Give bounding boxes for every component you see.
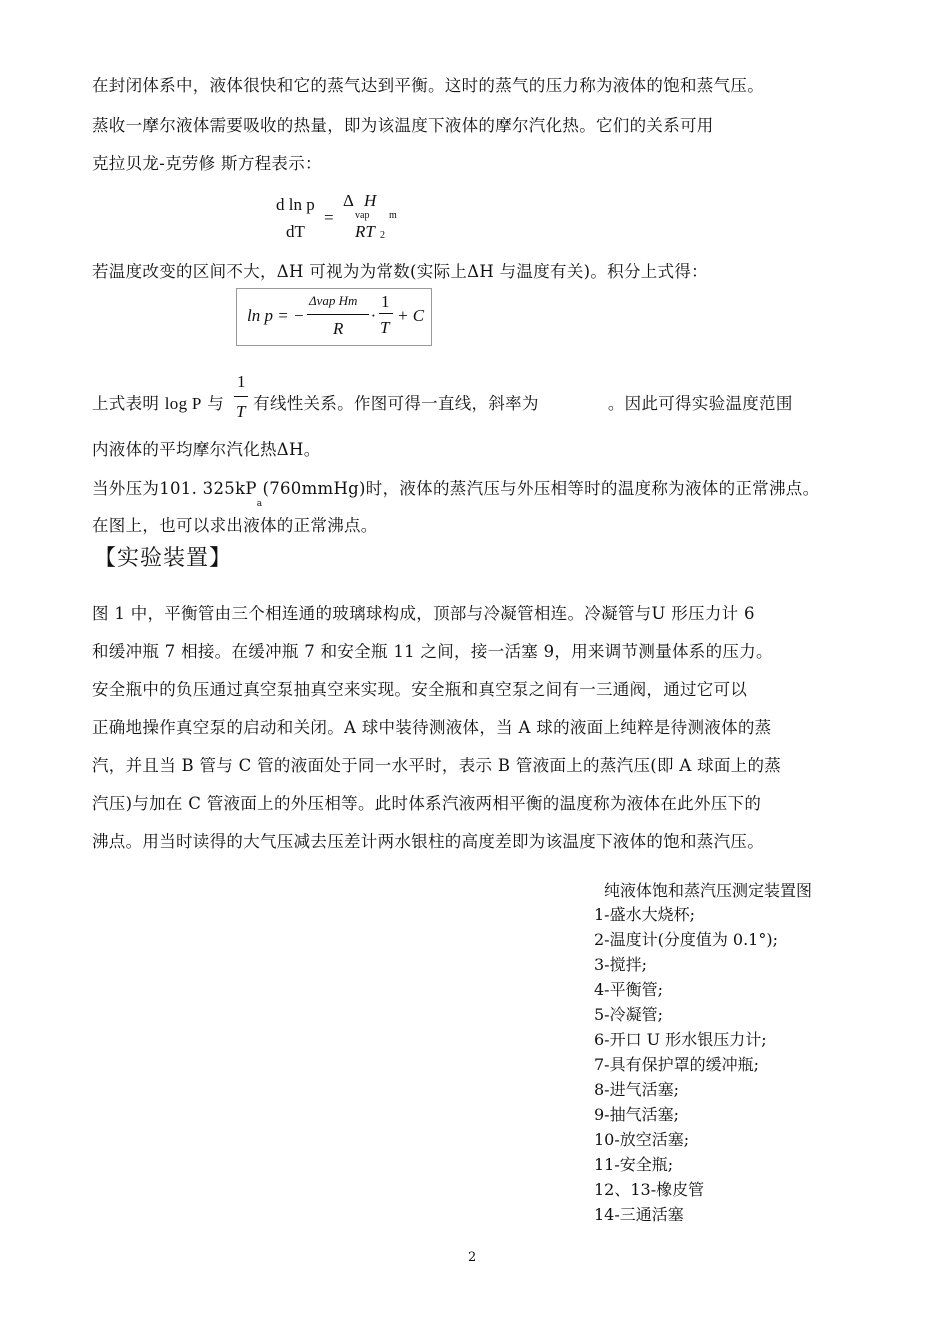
eq1-denominator-left: dT bbox=[286, 222, 305, 241]
legend-item: 10-放空活塞; bbox=[594, 1130, 690, 1149]
apparatus-line-3: 安全瓶中的负压通过真空泵抽真空来实现。安全瓶和真空泵之间有一三通阀，通过它可以 bbox=[92, 680, 748, 699]
eq2-fraction-bar-2 bbox=[379, 313, 393, 314]
eq2-dot: · bbox=[371, 306, 376, 325]
eq2-fraction-bar bbox=[307, 314, 369, 315]
legend-item: 7-具有保护罩的缓冲瓶; bbox=[594, 1055, 759, 1074]
linear-prefix: 上式表明 bbox=[92, 394, 160, 413]
eq2-t: T bbox=[380, 318, 390, 337]
para-temperature: 若温度改变的区间不大，ΔH 可视为为常数(实际上ΔH 与温度有关)。积分上式得： bbox=[92, 262, 708, 281]
apparatus-line-4: 正确地操作真空泵的启动和关闭。A 球中装待测液体，当 A 球的液面上纯粹是待测液体的蒸 bbox=[92, 718, 772, 737]
figure-caption: 纯液体饱和蒸汽压测定装置图 bbox=[604, 881, 813, 900]
boiling-sub-a: a bbox=[256, 499, 263, 509]
eq1-rt: RT bbox=[355, 222, 375, 241]
linear-logp: log P bbox=[164, 394, 202, 413]
apparatus-line-2: 和缓冲瓶 7 相接。在缓冲瓶 7 和安全瓶 11 之间，接一活塞 9，用来调节测量体系的压力。 bbox=[92, 642, 773, 661]
legend-item: 8-进气活塞; bbox=[594, 1080, 679, 1099]
linear-frac-one: 1 bbox=[237, 372, 246, 391]
boiling-line-2: 在图上，也可以求出液体的正常沸点。 bbox=[92, 516, 378, 535]
linear-line-1 bbox=[92, 390, 793, 414]
legend-item: 2-温度计(分度值为 0.1°); bbox=[594, 930, 778, 949]
eq1-equals: = bbox=[324, 208, 334, 227]
legend-item: 1-盛水大烧杯; bbox=[594, 905, 695, 924]
eq2-denominator: R bbox=[333, 319, 344, 338]
apparatus-line-1: 图 1 中，平衡管由三个相连通的玻璃球构成，顶部与冷凝管相连。冷凝管与U 形压力计 6 bbox=[92, 604, 755, 623]
eq2-lhs: ln p = − bbox=[247, 306, 305, 325]
eq2-one: 1 bbox=[381, 292, 390, 311]
apparatus-line-7: 沸点。用当时读得的大气压减去压差计两水银柱的高度差即为该温度下液体的饱和蒸汽压。 bbox=[92, 832, 764, 851]
linear-with: 与 bbox=[207, 394, 225, 413]
legend-item: 11-安全瓶; bbox=[594, 1155, 674, 1174]
legend-item: 14-三通活塞 bbox=[594, 1205, 684, 1224]
eq2-numerator: Δvap Hm bbox=[309, 293, 358, 308]
equation-integrated bbox=[236, 288, 432, 346]
legend-item: 12、13-橡皮管 bbox=[594, 1180, 705, 1199]
linear-frac-t: T bbox=[236, 402, 246, 421]
legend-item: 4-平衡管; bbox=[594, 980, 663, 999]
eq1-h: H bbox=[364, 191, 377, 210]
legend-item: 9-抽气活塞; bbox=[594, 1105, 679, 1124]
eq1-numerator-left: d ln p bbox=[276, 195, 315, 214]
eq2-tail: + C bbox=[397, 306, 425, 325]
eq1-exponent: 2 bbox=[380, 230, 385, 241]
linear-line-2: 内液体的平均摩尔汽化热ΔH。 bbox=[92, 440, 321, 459]
boiling-line-1b: (760mmHg)时，液体的蒸汽压与外压相等时的温度称为液体的正常沸点。 bbox=[262, 479, 820, 498]
linear-suffix: 有线性关系。作图可得一直线，斜率为 bbox=[253, 394, 539, 413]
apparatus-line-5: 汽，并且当 B 管与 C 管的液面处于同一水平时，表示 B 管液面上的蒸汽压(即 A 球面上的蒸 bbox=[92, 756, 782, 775]
boiling-line-1a: 当外压为101. 325kP bbox=[92, 479, 257, 498]
legend-item: 6-开口 U 形水银压力计; bbox=[594, 1030, 767, 1049]
eq1-m: m bbox=[389, 210, 397, 221]
legend-item: 5-冷凝管; bbox=[594, 1005, 663, 1024]
legend-item: 3-搅拌; bbox=[594, 955, 647, 974]
intro-line-3: 克拉贝龙-克劳修 斯方程表示： bbox=[92, 154, 322, 173]
linear-tail: 。因此可得实验温度范围 bbox=[607, 394, 793, 413]
boiling-line-1 bbox=[92, 475, 820, 509]
eq1-vap: vap bbox=[355, 210, 370, 221]
section-heading: 【实验装置】 bbox=[94, 546, 233, 571]
linear-frac-bar bbox=[234, 396, 248, 397]
page-number: 2 bbox=[468, 1250, 477, 1265]
intro-line-2: 蒸收一摩尔液体需要吸收的热量，即为该温度下液体的摩尔汽化热。它们的关系可用 bbox=[92, 116, 714, 135]
eq1-delta: Δ bbox=[343, 191, 354, 210]
intro-line-1: 在封闭体系中，液体很快和它的蒸气达到平衡。这时的蒸气的压力称为液体的饱和蒸气压。 bbox=[92, 76, 764, 95]
apparatus-line-6: 汽压)与加在 C 管液面上的外压相等。此时体系汽液两相平衡的温度称为液体在此外压下的 bbox=[92, 794, 762, 813]
